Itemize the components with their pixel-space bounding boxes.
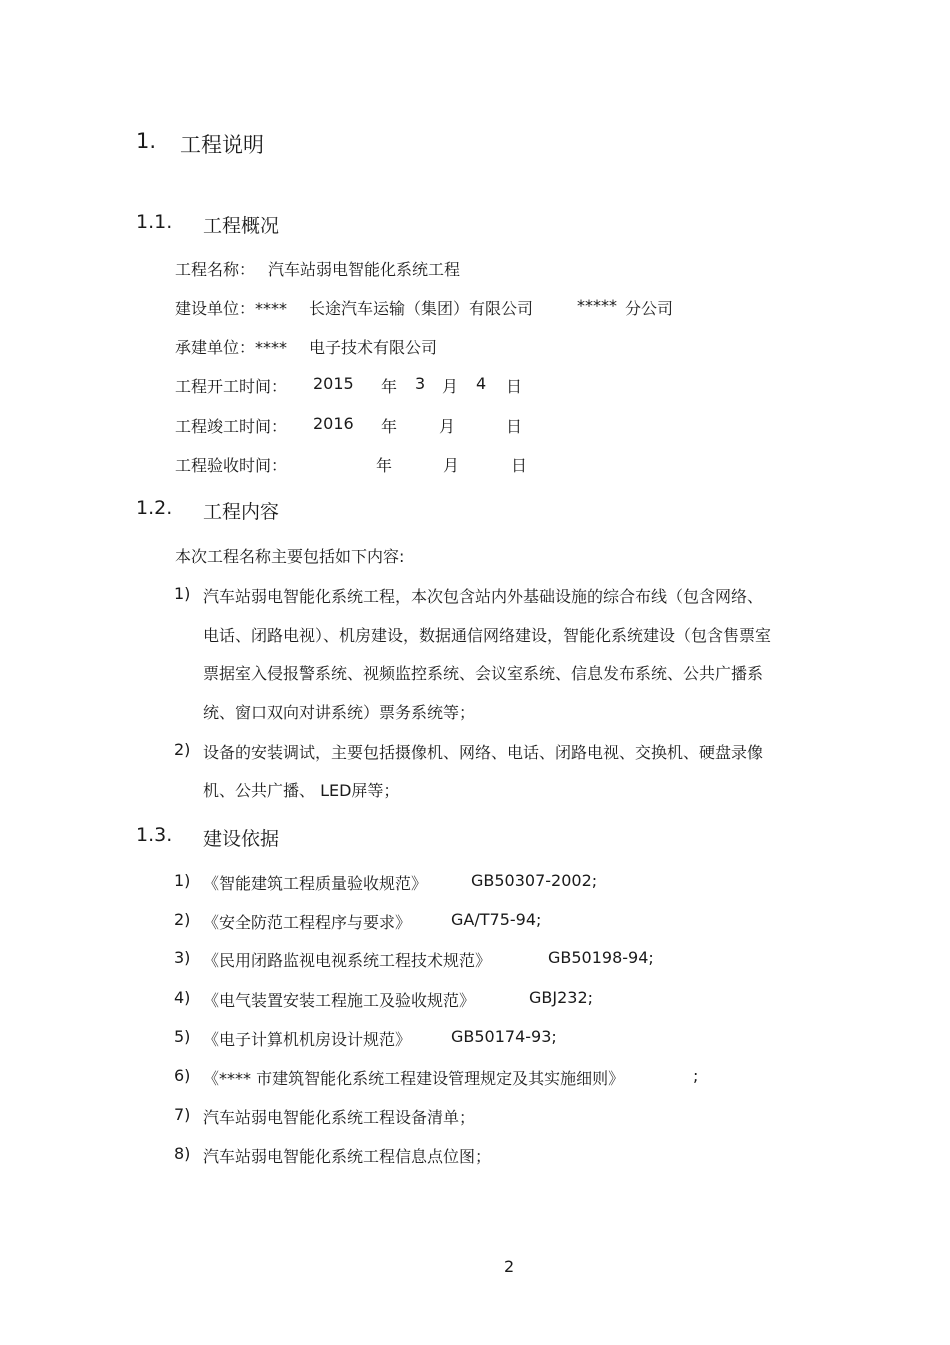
project-name-label: 工程名称： <box>175 260 256 279</box>
start-month: 3 <box>415 374 426 393</box>
section-1-2-number: 1.2. <box>136 497 173 519</box>
start-day-unit: 日 <box>506 377 523 396</box>
section-1-number: 1. <box>136 129 157 153</box>
section-1-title: 工程说明 <box>180 133 264 157</box>
section-1-3-number: 1.3. <box>136 824 173 846</box>
basis-item-title: 汽车站弱电智能化系统工程设备清单； <box>203 1108 476 1127</box>
page-number: 2 <box>504 1257 515 1276</box>
section-1-1-number: 1.1. <box>136 211 173 233</box>
content-item-line: 票据室入侵报警系统、视频监控系统、会议室系统、信息发布系统、公共广播系 <box>203 664 764 683</box>
owner-value: 长途汽车运输（集团）有限公司 <box>309 299 534 318</box>
section-1-2-title: 工程内容 <box>203 501 280 523</box>
content-item-line: 电话、闭路电视）、机房建设，数据通信网络建设，智能化系统建设（包含售票室 <box>203 626 772 645</box>
basis-item-code: GBJ232; <box>529 988 594 1007</box>
start-year-unit: 年 <box>381 377 398 396</box>
start-day: 4 <box>476 374 487 393</box>
basis-item-title: 《智能建筑工程质量验收规范》 <box>203 874 428 893</box>
basis-item-code: GB50198-94; <box>548 948 654 967</box>
finish-month-unit: 月 <box>439 417 456 436</box>
contractor-label: 承建单位：**** <box>175 338 288 357</box>
basis-item-code: GB50307-2002; <box>471 871 598 890</box>
owner-branch: 分公司 <box>625 299 674 318</box>
basis-item-title: 《民用闭路监视电视系统工程技术规范》 <box>203 951 492 970</box>
basis-item-title: 《电子计算机机房设计规范》 <box>203 1030 412 1049</box>
content-item-line: 汽车站弱电智能化系统工程，本次包含站内外基础设施的综合布线（包含网络、 <box>203 587 764 606</box>
section-1-3-title: 建设依据 <box>203 828 280 850</box>
content-item-line: 设备的安装调试，主要包括摄像机、网络、电话、闭路电视、交换机、硬盘录像 <box>203 743 764 762</box>
basis-item-title: 汽车站弱电智能化系统工程信息点位图； <box>203 1147 492 1166</box>
basis-item-number: 5) <box>174 1027 191 1046</box>
basis-item-code: GA/T75-94; <box>451 910 542 929</box>
content-intro: 本次工程名称主要包括如下内容: <box>175 547 405 566</box>
start-date-label: 工程开工时间： <box>175 377 288 396</box>
owner-label: 建设单位：**** <box>175 299 288 318</box>
content-item-line: 统、窗口双向对讲系统）票务系统等； <box>203 703 476 722</box>
start-month-unit: 月 <box>442 377 459 396</box>
acceptance-date-label: 工程验收时间： <box>175 456 288 475</box>
basis-item-number: 4) <box>174 988 191 1007</box>
section-1-1-title: 工程概况 <box>203 215 280 237</box>
finish-year-unit: 年 <box>381 417 398 436</box>
basis-item-number: 8) <box>174 1144 191 1163</box>
basis-item-title: 《电气装置安装工程施工及验收规范》 <box>203 991 476 1010</box>
basis-item-number: 7) <box>174 1105 191 1124</box>
finish-date-label: 工程竣工时间： <box>175 417 288 436</box>
basis-item-code: GB50174-93; <box>451 1027 557 1046</box>
basis-item-number: 6) <box>174 1066 191 1085</box>
content-item-number: 1) <box>174 584 191 603</box>
basis-item-number: 1) <box>174 871 191 890</box>
content-item-line: 机、公共广播、 LED屏等； <box>203 781 400 800</box>
acceptance-month-unit: 月 <box>443 456 460 475</box>
owner-stars: ***** <box>577 296 617 315</box>
basis-item-code: ; <box>693 1066 699 1085</box>
acceptance-day-unit: 日 <box>511 456 528 475</box>
project-name-value: 汽车站弱电智能化系统工程 <box>268 260 461 279</box>
start-year: 2015 <box>313 374 354 393</box>
finish-year: 2016 <box>313 414 354 433</box>
basis-item-title: 《安全防范工程程序与要求》 <box>203 913 412 932</box>
basis-item-title: 《**** 市建筑智能化系统工程建设管理规定及其实施细则》 <box>203 1069 625 1088</box>
basis-item-number: 3) <box>174 948 191 967</box>
content-item-number: 2) <box>174 740 191 759</box>
basis-item-number: 2) <box>174 910 191 929</box>
acceptance-year-unit: 年 <box>376 456 393 475</box>
contractor-value: 电子技术有限公司 <box>309 338 438 357</box>
finish-day-unit: 日 <box>506 417 523 436</box>
